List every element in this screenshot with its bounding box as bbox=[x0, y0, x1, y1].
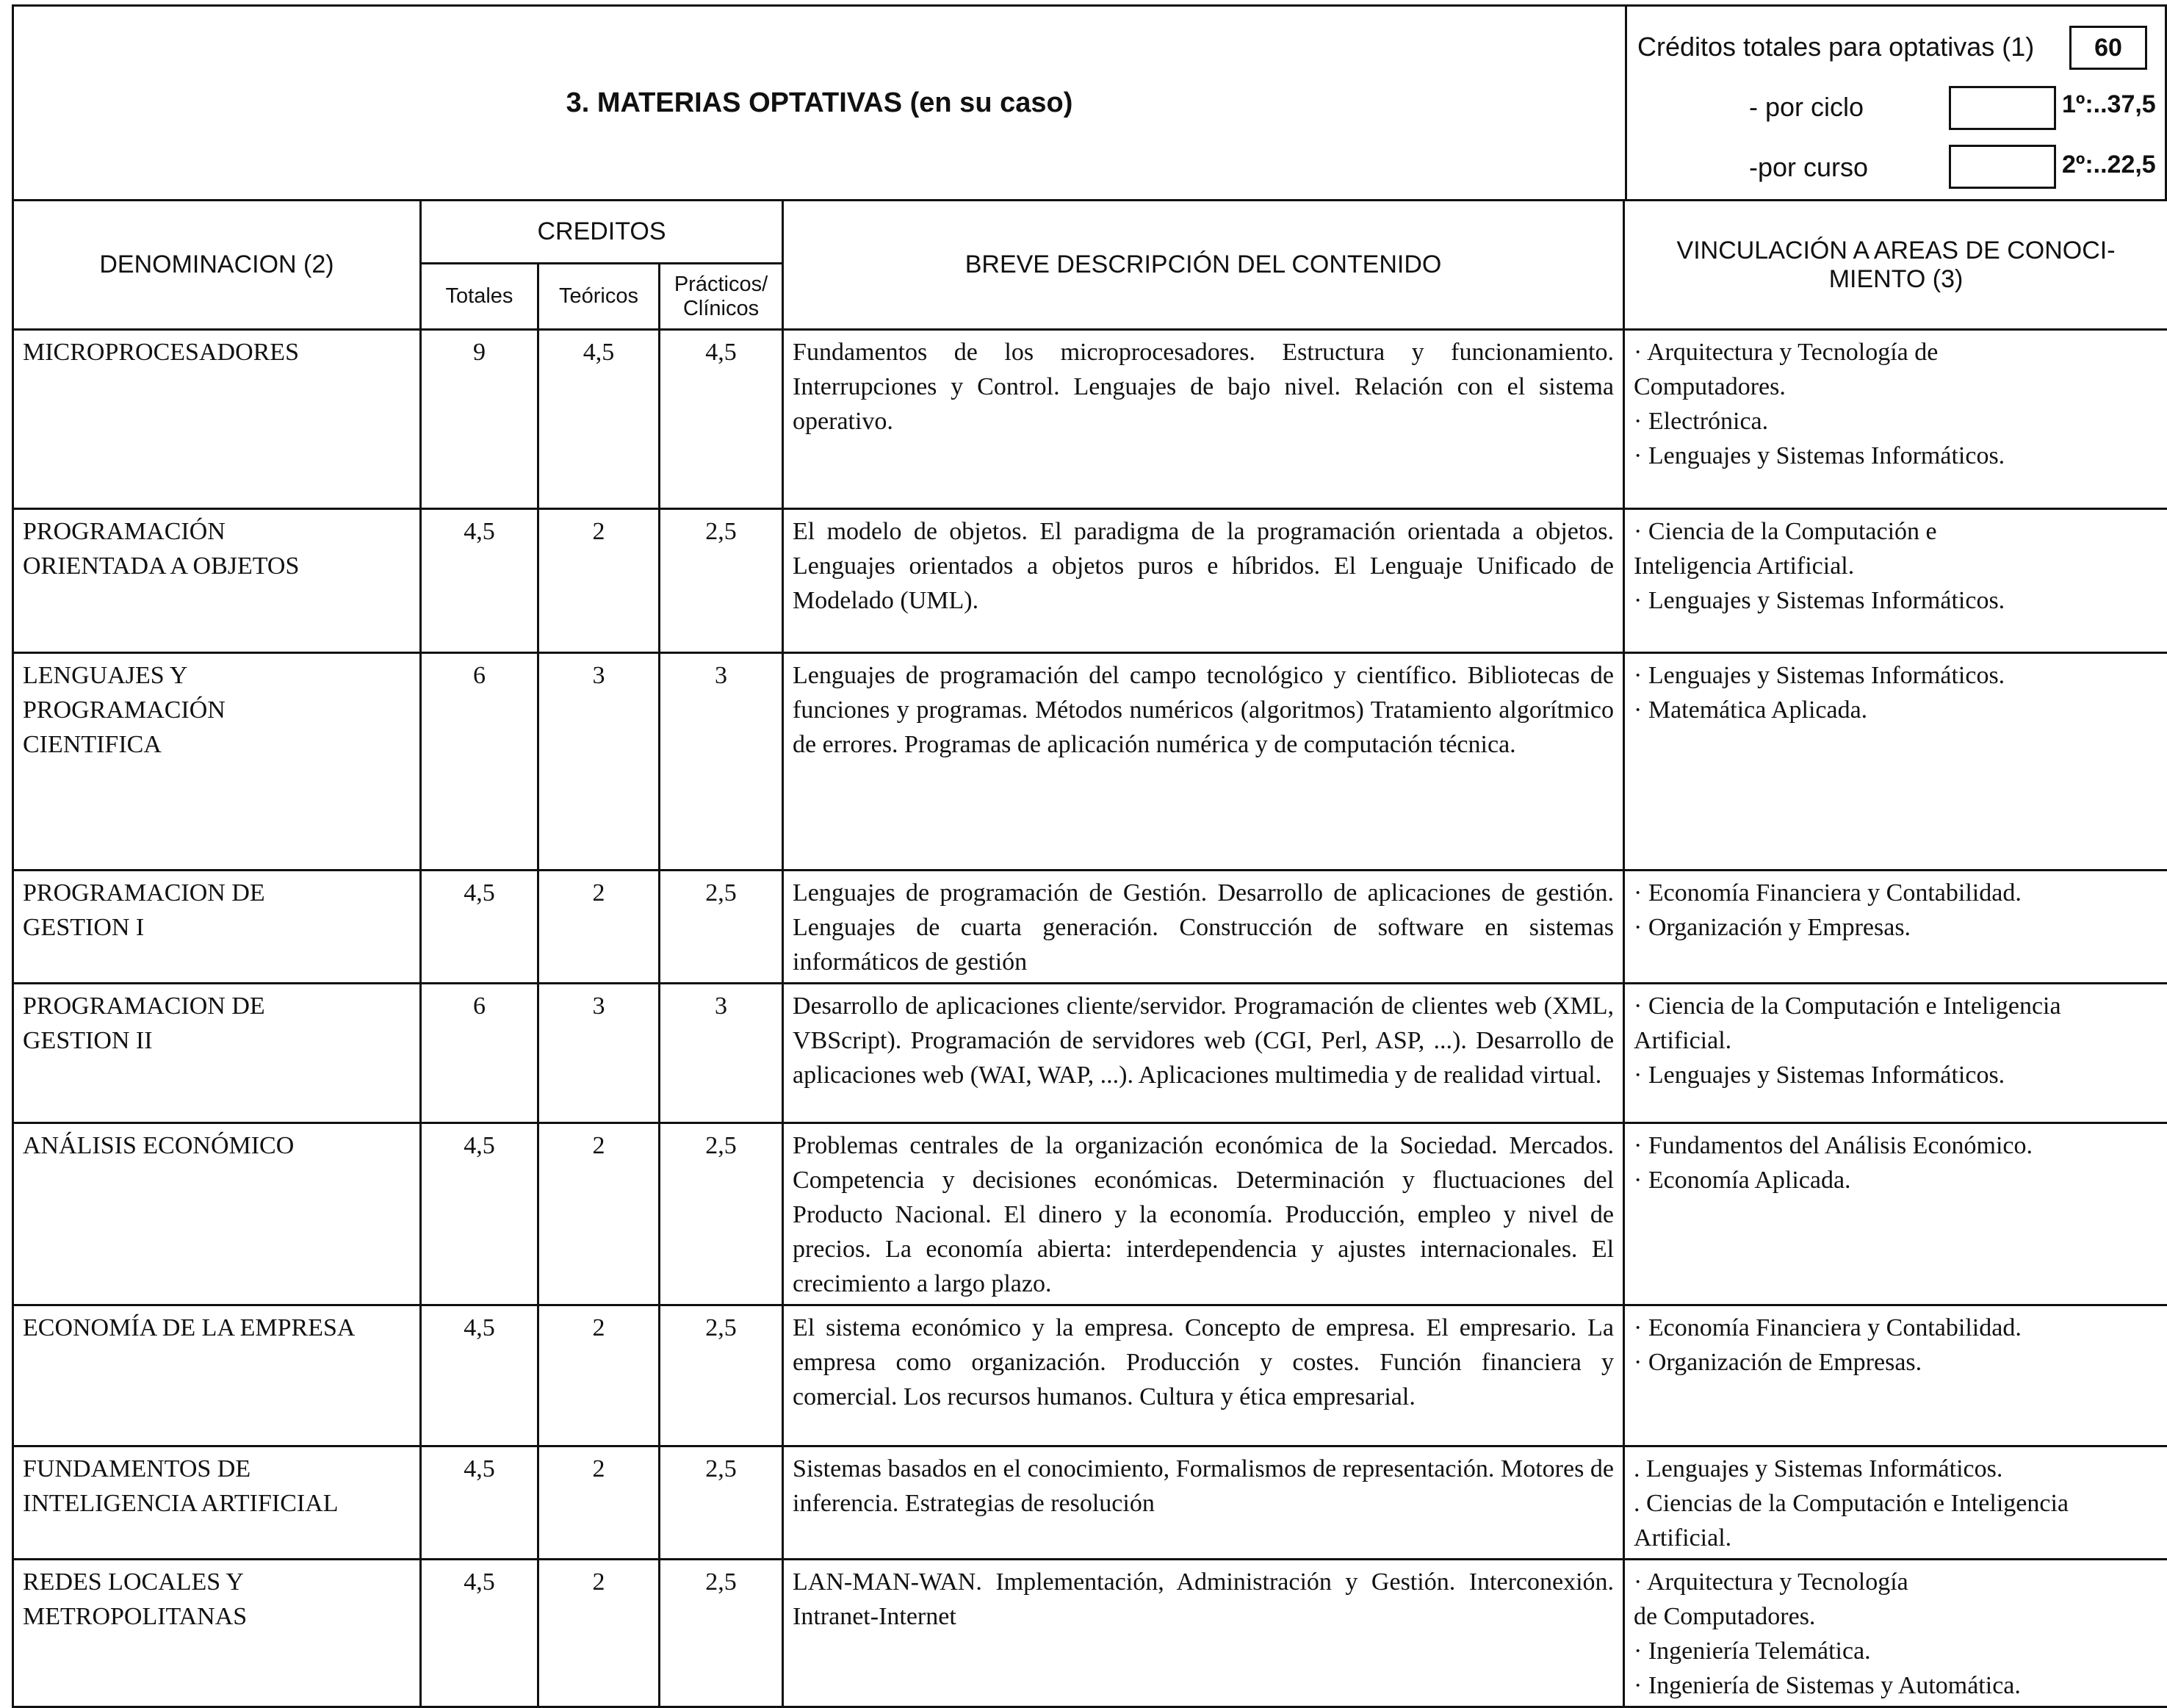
table-row bbox=[13, 1123, 2167, 1305]
knowledge-area-item: · Electrónica. bbox=[1634, 404, 2158, 439]
subject-name bbox=[13, 1123, 421, 1305]
header-teoricos: Teóricos bbox=[538, 264, 660, 330]
section-header bbox=[12, 4, 2167, 199]
credits-teoricos: 4,5 bbox=[538, 330, 660, 509]
subject-description: El sistema económico y la empresa. Concepto de empresa. El empresario. La empresa como organización. Producción y costes. Función financiera y comercial. Los recursos humanos. Cultura y ética empresarial. bbox=[783, 1305, 1624, 1446]
subject-name bbox=[13, 330, 421, 509]
total-credits-label: Créditos totales para optativas (1) bbox=[1637, 32, 2034, 62]
knowledge-area-item: · Ciencia de la Computación e Inteligencia bbox=[1634, 989, 2158, 1023]
knowledge-area-item: · Lenguajes y Sistemas Informáticos. bbox=[1634, 583, 2158, 618]
subject-name-line: LENGUAJES Y bbox=[23, 658, 411, 693]
credits-totales: 4,5 bbox=[421, 1446, 538, 1560]
curso-value: 2º:..22,5 bbox=[2062, 151, 2156, 179]
table-row bbox=[13, 1560, 2167, 1707]
subject-name-line: PROGRAMACIÓN bbox=[23, 693, 411, 727]
credits-teoricos: 2 bbox=[538, 1560, 660, 1707]
credits-totales: 4,5 bbox=[421, 1560, 538, 1707]
knowledge-area-item: · Arquitectura y Tecnología de bbox=[1634, 335, 2158, 370]
header-vinculacion-line1: VINCULACIÓN A AREAS DE CONOCI- bbox=[1626, 237, 2166, 265]
header-vinculacion bbox=[1624, 201, 2167, 330]
subject-description: Lenguajes de programación de Gestión. Desarrollo de aplicaciones de gestión. Lenguajes de cuarta generación. Construcción de software en sistemas informáticos de gestión bbox=[783, 871, 1624, 984]
credits-totales: 4,5 bbox=[421, 1305, 538, 1446]
credits-teoricos: 3 bbox=[538, 984, 660, 1123]
knowledge-area-item: · Ciencia de la Computación e bbox=[1634, 514, 2158, 549]
knowledge-area-item: · Arquitectura y Tecnología bbox=[1634, 1565, 2158, 1599]
knowledge-areas bbox=[1624, 871, 2167, 984]
knowledge-area-item: . Ciencias de la Computación e Inteligencia bbox=[1634, 1486, 2158, 1521]
subject-name-line: FUNDAMENTOS DE bbox=[23, 1452, 411, 1486]
subject-description: Problemas centrales de la organización económica de la Sociedad. Mercados. Competencia y decisiones económicas. Determinación y fluctuaciones del Producto Nacional. El dinero y la economía. Producción, empleo y nivel de precios. La economía abierta: interdependencia y ajustes internacionales. El crecimiento a largo plazo. bbox=[783, 1123, 1624, 1305]
credits-practicos: 3 bbox=[660, 984, 783, 1123]
knowledge-areas bbox=[1624, 509, 2167, 653]
credits-totales: 4,5 bbox=[421, 509, 538, 653]
ciclo-label: - por ciclo bbox=[1749, 92, 1864, 123]
credits-teoricos: 3 bbox=[538, 653, 660, 871]
table-row bbox=[13, 653, 2167, 871]
optativas-table bbox=[12, 199, 2167, 1708]
credits-practicos: 2,5 bbox=[660, 871, 783, 984]
subject-description: Sistemas basados en el conocimiento, Formalismos de representación. Motores de inferencia. Estrategias de resolución bbox=[783, 1446, 1624, 1560]
document-page bbox=[12, 4, 2167, 1708]
credits-teoricos: 2 bbox=[538, 1446, 660, 1560]
table-row bbox=[13, 1305, 2167, 1446]
knowledge-areas bbox=[1624, 1305, 2167, 1446]
subject-name bbox=[13, 1560, 421, 1707]
subject-name-line: MICROPROCESADORES bbox=[23, 335, 411, 370]
knowledge-area-item: · Ingeniería Telemática. bbox=[1634, 1634, 2158, 1668]
knowledge-areas bbox=[1624, 330, 2167, 509]
table-row bbox=[13, 984, 2167, 1123]
header-descripcion: BREVE DESCRIPCIÓN DEL CONTENIDO bbox=[783, 201, 1624, 330]
credits-totales: 4,5 bbox=[421, 1123, 538, 1305]
credits-practicos: 3 bbox=[660, 653, 783, 871]
credits-teoricos: 2 bbox=[538, 1305, 660, 1446]
knowledge-areas bbox=[1624, 1560, 2167, 1707]
subject-description: Fundamentos de los microprocesadores. Estructura y funcionamiento. Interrupciones y Control. Lenguajes de bajo nivel. Relación con el sistema operativo. bbox=[783, 330, 1624, 509]
credits-practicos: 4,5 bbox=[660, 330, 783, 509]
header-totales: Totales bbox=[421, 264, 538, 330]
knowledge-area-item: · Organización y Empresas. bbox=[1634, 910, 2158, 945]
subject-name bbox=[13, 509, 421, 653]
total-credits-box: 60 bbox=[2069, 26, 2147, 70]
knowledge-area-item: · Lenguajes y Sistemas Informáticos. bbox=[1634, 1058, 2158, 1092]
credits-teoricos: 2 bbox=[538, 1123, 660, 1305]
knowledge-area-item: · Ingeniería de Sistemas y Automática. bbox=[1634, 1668, 2158, 1703]
subject-name bbox=[13, 1305, 421, 1446]
subject-name bbox=[13, 653, 421, 871]
knowledge-areas bbox=[1624, 653, 2167, 871]
subject-description: Desarrollo de aplicaciones cliente/servidor. Programación de clientes web (XML, VBScript). Programación de servidores web (CGI, Perl, ASP, ...). Desarrollo de aplicaciones web (WAI, WAP, ...). Aplicaciones multimedia y de realidad virtual. bbox=[783, 984, 1624, 1123]
knowledge-area-item: Computadores. bbox=[1634, 370, 2158, 404]
header-practicos bbox=[660, 264, 783, 330]
subject-name-line: CIENTIFICA bbox=[23, 727, 411, 762]
knowledge-area-item: · Lenguajes y Sistemas Informáticos. bbox=[1634, 439, 2158, 473]
subject-name-line: PROGRAMACIÓN bbox=[23, 514, 411, 549]
subject-description: Lenguajes de programación del campo tecnológico y científico. Bibliotecas de funciones y programas. Métodos numéricos (algoritmos) Tratamiento algorítmico de errores. Programas de aplicación numérica y de computación técnica. bbox=[783, 653, 1624, 871]
section-title: 3. MATERIAS OPTATIVAS (en su caso) bbox=[14, 7, 1627, 199]
credits-practicos: 2,5 bbox=[660, 1446, 783, 1560]
header-practicos-line1: Prácticos/ bbox=[661, 273, 781, 297]
knowledge-area-item: · Lenguajes y Sistemas Informáticos. bbox=[1634, 658, 2158, 693]
subject-name-line: GESTION II bbox=[23, 1023, 411, 1058]
credits-teoricos: 2 bbox=[538, 509, 660, 653]
knowledge-area-item: · Organización de Empresas. bbox=[1634, 1345, 2158, 1380]
credits-totales: 9 bbox=[421, 330, 538, 509]
table-row bbox=[13, 330, 2167, 509]
knowledge-areas bbox=[1624, 1123, 2167, 1305]
knowledge-area-item: . Lenguajes y Sistemas Informáticos. bbox=[1634, 1452, 2158, 1486]
knowledge-areas bbox=[1624, 984, 2167, 1123]
knowledge-area-item: de Computadores. bbox=[1634, 1599, 2158, 1634]
knowledge-area-item: Artificial. bbox=[1634, 1521, 2158, 1555]
knowledge-area-item: · Economía Financiera y Contabilidad. bbox=[1634, 1311, 2158, 1345]
header-practicos-line2: Clínicos bbox=[661, 297, 781, 321]
subject-name-line: ANÁLISIS ECONÓMICO bbox=[23, 1128, 411, 1163]
credits-totales: 4,5 bbox=[421, 871, 538, 984]
credits-teoricos: 2 bbox=[538, 871, 660, 984]
knowledge-area-item: Artificial. bbox=[1634, 1023, 2158, 1058]
subject-name-line: METROPOLITANAS bbox=[23, 1599, 411, 1634]
subject-description: El modelo de objetos. El paradigma de la programación orientada a objetos. Lenguajes orientados a objetos puros e híbridos. El Lenguaje Unificado de Modelado (UML). bbox=[783, 509, 1624, 653]
table-row bbox=[13, 509, 2167, 653]
credits-practicos: 2,5 bbox=[660, 1560, 783, 1707]
knowledge-area-item: · Economía Aplicada. bbox=[1634, 1163, 2158, 1197]
subject-description: LAN-MAN-WAN. Implementación, Administración y Gestión. Interconexión. Intranet-Internet bbox=[783, 1560, 1624, 1707]
credits-totales: 6 bbox=[421, 984, 538, 1123]
subject-name-line: ORIENTADA A OBJETOS bbox=[23, 549, 411, 583]
knowledge-area-item: · Matemática Aplicada. bbox=[1634, 693, 2158, 727]
header-denominacion: DENOMINACION (2) bbox=[13, 201, 421, 330]
ciclo-box bbox=[1949, 86, 2056, 130]
subject-name-line: PROGRAMACION DE bbox=[23, 876, 411, 910]
subject-name-line: ECONOMÍA DE LA EMPRESA bbox=[23, 1311, 411, 1345]
subject-name bbox=[13, 984, 421, 1123]
knowledge-area-item: · Fundamentos del Análisis Económico. bbox=[1634, 1128, 2158, 1163]
table-row bbox=[13, 871, 2167, 984]
subject-name-line: PROGRAMACION DE bbox=[23, 989, 411, 1023]
table-row bbox=[13, 1446, 2167, 1560]
credits-totales: 6 bbox=[421, 653, 538, 871]
subject-name-line: INTELIGENCIA ARTIFICIAL bbox=[23, 1486, 411, 1521]
subject-name bbox=[13, 871, 421, 984]
curso-box bbox=[1949, 145, 2056, 189]
header-creditos: CREDITOS bbox=[421, 201, 783, 264]
subject-name bbox=[13, 1446, 421, 1560]
credits-practicos: 2,5 bbox=[660, 1123, 783, 1305]
subject-name-line: REDES LOCALES Y bbox=[23, 1565, 411, 1599]
knowledge-area-item: Inteligencia Artificial. bbox=[1634, 549, 2158, 583]
knowledge-areas bbox=[1624, 1446, 2167, 1560]
ciclo-value: 1º:..37,5 bbox=[2062, 90, 2156, 119]
subject-name-line: GESTION I bbox=[23, 910, 411, 945]
table-body bbox=[13, 330, 2167, 1707]
curso-label: -por curso bbox=[1749, 152, 1868, 183]
header-vinculacion-line2: MIENTO (3) bbox=[1626, 265, 2166, 294]
knowledge-area-item: · Economía Financiera y Contabilidad. bbox=[1634, 876, 2158, 910]
credits-practicos: 2,5 bbox=[660, 509, 783, 653]
credits-practicos: 2,5 bbox=[660, 1305, 783, 1446]
credits-summary bbox=[1627, 7, 2165, 199]
